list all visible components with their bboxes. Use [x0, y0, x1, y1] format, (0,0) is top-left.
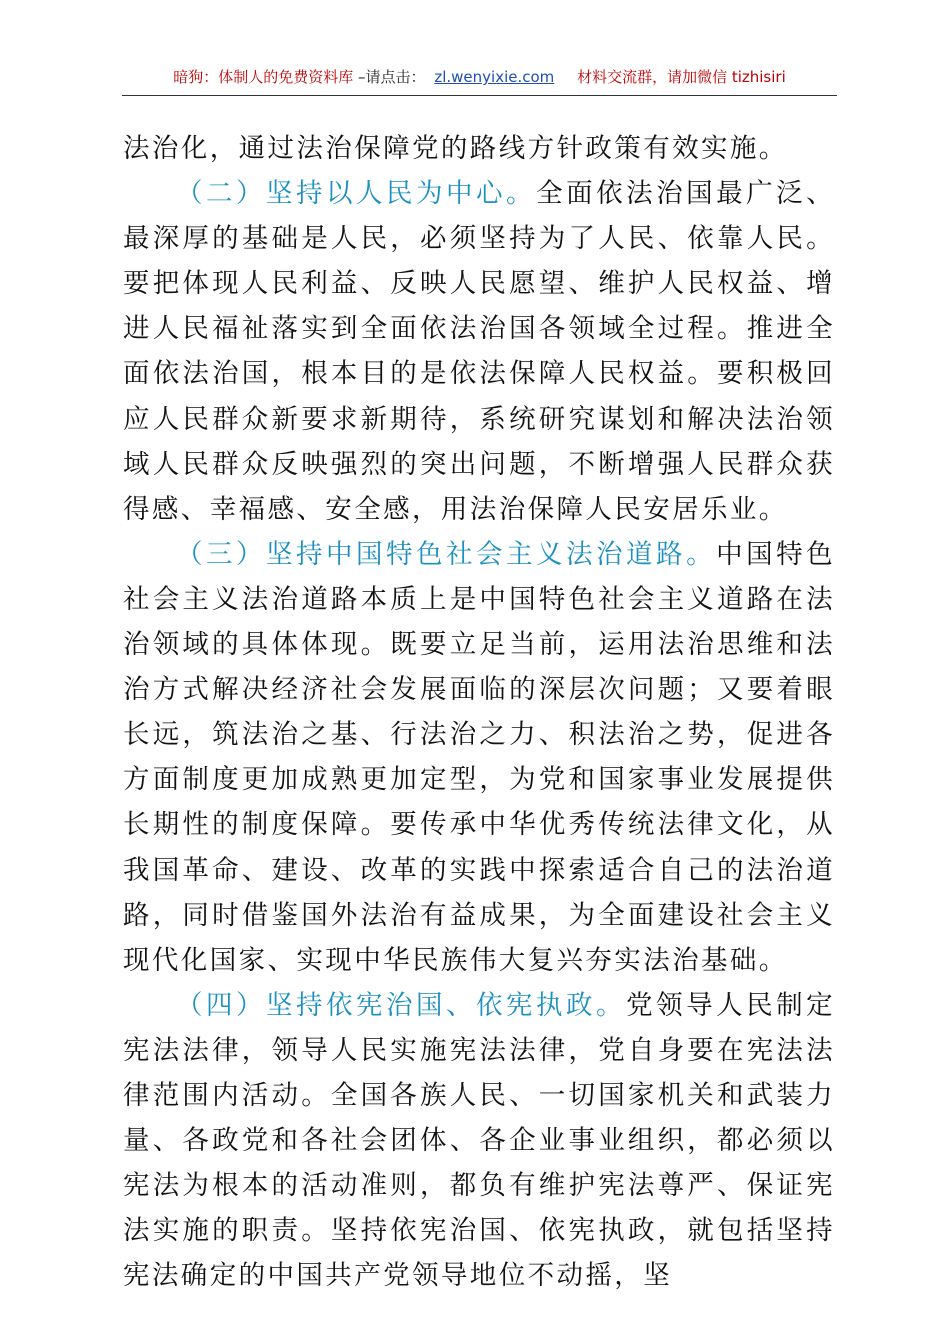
header-brand: 暗狗：体制人的免费资料库 — [173, 68, 354, 86]
paragraph-section-4 — [123, 983, 835, 1299]
header-contact: 材料交流群，请加微信 tizhisiri — [577, 68, 786, 86]
header-link[interactable]: zl.wenyixie.com — [434, 68, 555, 86]
paragraph-text: 中国特色社会主义法治道路本质上是中国特色社会主义道路在法治领域的具体体现。既要立足当前，运用法治思维和法治方式解决经济社会发展面临的深层次问题；又要着眼长远，筑法治之基、行法治之力、积法治之势，促进各方面制度更加成熟更加定型，为党和国家事业发展提供长期性的制度保障。要传承中华优秀传统法律文化，从我国革命、建设、改革的实践中探索适合自己的法治道路，同时借鉴国外法治有益成果，为全面建设社会主义现代化国家、实现中华民族伟大复兴夯实法治基础。 — [123, 538, 835, 976]
paragraph-text: 全面依法治国最广泛、最深厚的基础是人民，必须坚持为了人民、依靠人民。要把体现人民利益、反映人民愿望、维护人民权益、增进人民福祉落实到全面依法治国各领域全过程。推进全面依法治国，根本目的是依法保障人民权益。要积极回应人民群众新要求新期待，系统研究谋划和解决法治领域人民群众反映强烈的突出问题，不断增强人民群众获得感、幸福感、安全感，用法治保障人民安居乐业。 — [123, 178, 835, 525]
paragraph-text: 党领导人民制定宪法法律，领导人民实施宪法法律，党自身要在宪法法律范围内活动。全国各族人民、一切国家机关和武装力量、各政党和各社会团体、各企业事业组织，都必须以宪法为根本的活动准则，都负有维护宪法尊严、保证宪法实施的职责。坚持依宪治国、依宪执政，就包括坚持宪法确定的中国共产党领导地位不动摇，坚 — [123, 989, 835, 1292]
section-heading: （二）坚持以人民为中心。 — [176, 178, 537, 210]
section-heading: （四）坚持依宪治国、依宪执政。 — [176, 989, 627, 1021]
paragraph-continuation — [123, 126, 835, 171]
paragraph-section-2 — [123, 171, 835, 532]
page-header — [122, 66, 837, 96]
header-prompt: –请点击： — [358, 68, 426, 86]
document-body — [123, 126, 835, 1298]
paragraph-text: 法治化，通过法治保障党的路线方针政策有效实施。 — [123, 133, 788, 164]
section-heading: （三）坚持中国特色社会主义法治道路。 — [176, 538, 717, 570]
paragraph-section-3 — [123, 532, 835, 983]
